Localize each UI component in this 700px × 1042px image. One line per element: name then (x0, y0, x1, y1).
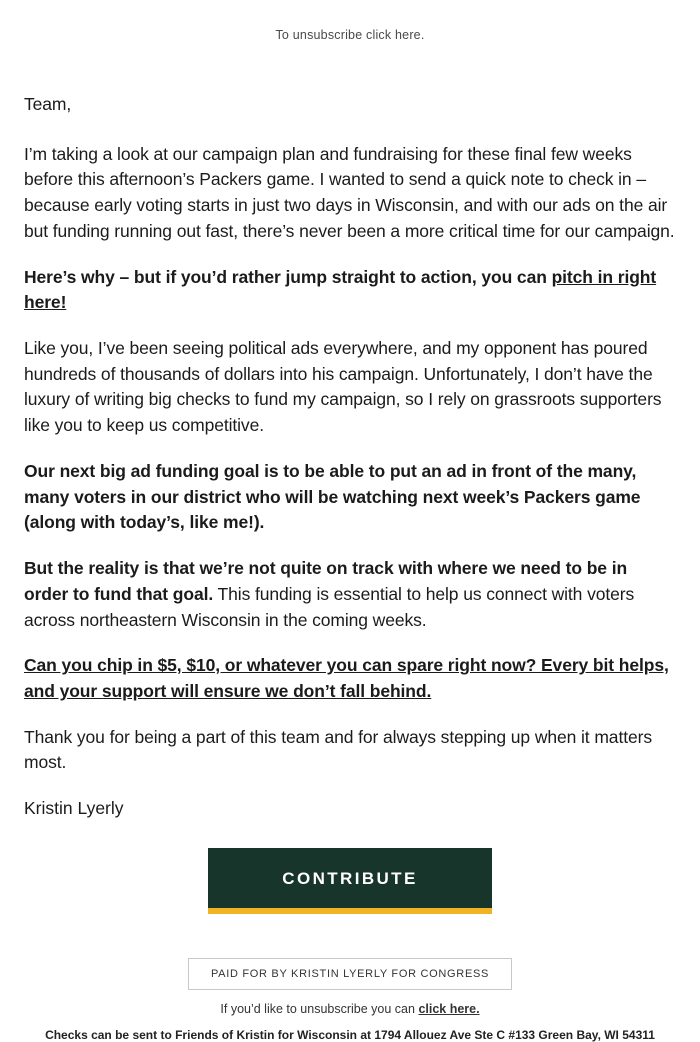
paragraph-heres-why-lead: Here’s why – but if you’d rather jump straight to action, you can (24, 266, 552, 287)
footer-unsubscribe-line (24, 990, 676, 1016)
pitch-in-link[interactable]: pitch in right here! (24, 266, 657, 313)
footer-checks-address: Checks can be sent to Friends of Kristin for Wisconsin at 1794 Allouez Ave Ste C #133 Green Bay, WI 54311 (45, 1027, 655, 1042)
paragraph-opponent: Like you, I’ve been seeing political ads everywhere, and my opponent has poured hundreds of thousands of dollars into his campaign. Unfortunately, I don’t have the luxury of writing big checks to fund my campaign, so I rely on grassroots supporters like you to keep us competitive. (24, 338, 662, 436)
paragraph-ad-goal: Our next big ad funding goal is to be able to put an ad in front of the many, many voters in our district who will be watching next week’s Packers game (along with today’s, like me!). (24, 460, 641, 533)
top-unsubscribe-line[interactable]: To unsubscribe click here. (275, 28, 425, 42)
signature-name: Kristin Lyerly (24, 798, 124, 819)
paragraph-heres-why (24, 265, 676, 316)
paragraph-reality-rest: This funding is essential to help us connect with voters across northeastern Wisconsin in the coming weeks. (24, 583, 635, 630)
greeting-text: Team, (24, 94, 72, 114)
paragraph-reality (24, 556, 676, 633)
footer-unsubscribe-text: If you’d like to unsubscribe you can (220, 1001, 419, 1016)
email-content-column (0, 92, 700, 1042)
paragraph-reality-bold: But the reality is that we’re not quite on track with where we need to be in order to fund that goal. (24, 558, 628, 604)
paragraph-chip-in (24, 653, 676, 704)
paid-for-row (24, 914, 676, 990)
paragraph-thank-you: Thank you for being a part of this team and for always stepping up when it matters most. (24, 726, 652, 773)
paid-for-disclaimer: PAID FOR BY KRISTIN LYERLY FOR CONGRESS (188, 958, 512, 990)
chip-in-link[interactable]: Can you chip in $5, $10, or whatever you can spare right now? Every bit helps, and your support will ensure we don’t fall behind. (24, 655, 669, 701)
footer-unsubscribe-link[interactable]: click here. (418, 1001, 480, 1016)
cta-row (24, 840, 676, 914)
paragraph-intro: I’m taking a look at our campaign plan and fundraising for these final few weeks before this afternoon’s Packers game. I wanted to send a quick note to check in – because early voting starts in just two days in Wisconsin, and with our ads on the air but funding running out fast, there’s never been a more critical time for our campaign. (24, 143, 675, 241)
contribute-button[interactable]: CONTRIBUTE (208, 848, 492, 914)
